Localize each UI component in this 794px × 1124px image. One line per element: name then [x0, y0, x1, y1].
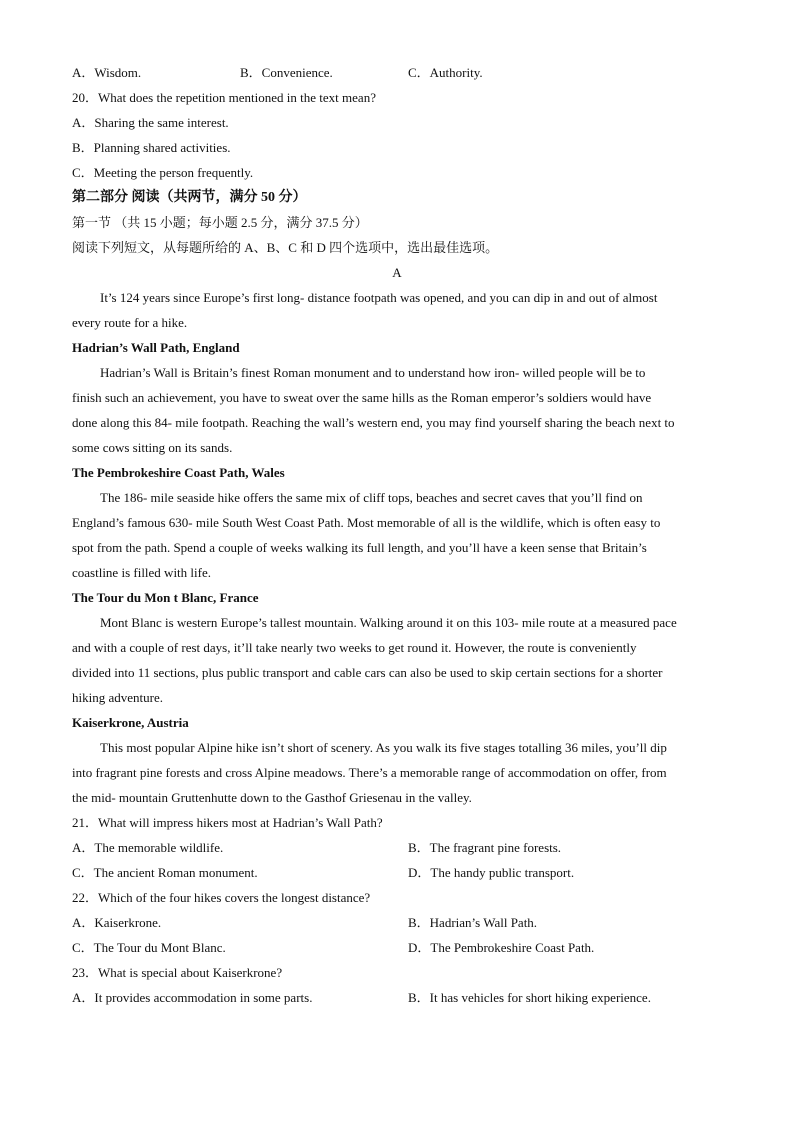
- q20-option-a: A．Sharing the same interest.: [72, 115, 229, 130]
- reading-instructions: 阅读下列短文，从每题所给的 A、B、C 和 D 四个选项中，选出最佳选项。: [72, 240, 499, 255]
- passage-line: This most popular Alpine hike isn’t short of scenery. As you walk its five stages totalling 36 miles, you’ll dip: [100, 740, 667, 755]
- q23-options-row: [72, 985, 722, 1010]
- q20-option-b: B．Planning shared activities.: [72, 140, 231, 155]
- passage-line: spot from the path. Spend a couple of weeks walking its full length, and you’ll have a keen sense that Britain’s: [72, 540, 647, 555]
- passage-line: coastline is filled with life.: [72, 565, 211, 580]
- q22-option-c: C．The Tour du Mont Blanc.: [72, 940, 226, 955]
- section-heading: The Pembrokeshire Coast Path, Wales: [72, 465, 285, 480]
- q21-option-a: A．The memorable wildlife.: [72, 840, 224, 855]
- q21-option-d: D．The handy public transport.: [408, 865, 575, 880]
- section1-title: 第一节 （共 15 小题；每小题 2.5 分，满分 37.5 分）: [72, 215, 368, 230]
- q22-options-row: [72, 935, 722, 960]
- q21-option-c: C．The ancient Roman monument.: [72, 865, 258, 880]
- q21-question: 21．What will impress hikers most at Hadrian’s Wall Path?: [72, 815, 383, 830]
- passage-line: Mont Blanc is western Europe’s tallest mountain. Walking around it on this 103- mile route at a measured pace: [100, 615, 677, 630]
- passage-line: England’s famous 630- mile South West Coast Path. Most memorable of all is the wildlife, which is often easy to: [72, 515, 661, 530]
- q22-option-d: D．The Pembrokeshire Coast Path.: [408, 940, 595, 955]
- q23-option-a: A．It provides accommodation in some parts.: [72, 990, 313, 1005]
- passage-line: the mid- mountain Gruttenhutte down to the Gasthof Griesenau in the valley.: [72, 790, 472, 805]
- q19-option-a: A．Wisdom.: [72, 65, 142, 80]
- passage-line: into fragrant pine forests and cross Alpine meadows. There’s a memorable range of accommodation on offer, from: [72, 765, 667, 780]
- passage-line: divided into 11 sections, plus public transport and cable cars can also be used to skip certain sections for a shorter: [72, 665, 663, 680]
- q20-option-c: C．Meeting the person frequently.: [72, 165, 254, 180]
- q21-option-b: B．The fragrant pine forests.: [408, 840, 562, 855]
- q23-question: 23．What is special about Kaiserkrone?: [72, 965, 283, 980]
- passage-line: some cows sitting on its sands.: [72, 440, 233, 455]
- passage-line: finish such an achievement, you have to sweat over the same hills as the Roman emperor’s soldiers would have: [72, 390, 652, 405]
- passage-line: and with a couple of rest days, it’ll take nearly two weeks to get round it. However, the route is conveniently: [72, 640, 637, 655]
- passage-intro-line: It’s 124 years since Europe’s first long- distance footpath was opened, and you can dip in and out of almost: [100, 290, 658, 305]
- passage-line: Hadrian’s Wall is Britain’s finest Roman monument and to understand how iron- willed people will be to: [100, 365, 646, 380]
- q23-option-b: B．It has vehicles for short hiking experience.: [408, 990, 651, 1005]
- exam-page: [72, 60, 722, 1010]
- q22-option-b: B．Hadrian’s Wall Path.: [408, 915, 538, 930]
- q21-options-row: [72, 835, 722, 860]
- section-heading: The Tour du Mon t Blanc, France: [72, 590, 259, 605]
- q22-option-a: A．Kaiserkrone.: [72, 915, 162, 930]
- passage-line: hiking adventure.: [72, 690, 163, 705]
- q19-option-b: B．Convenience.: [240, 65, 333, 80]
- q22-question: 22．Which of the four hikes covers the longest distance?: [72, 890, 371, 905]
- section-heading: Hadrian’s Wall Path, England: [72, 340, 240, 355]
- passage-line: The 186- mile seaside hike offers the same mix of cliff tops, beaches and secret caves that you’ll find on: [100, 490, 643, 505]
- q19-options: [72, 60, 722, 85]
- q20-question: 20．What does the repetition mentioned in the text mean?: [72, 90, 376, 105]
- passage-line: done along this 84- mile footpath. Reaching the wall’s western end, you may find yourself sharing the beach next to: [72, 415, 675, 430]
- passage-label: A: [392, 265, 402, 280]
- q19-option-c: C．Authority.: [408, 65, 483, 80]
- part2-title: 第二部分 阅读（共两节，满分 50 分）: [72, 190, 307, 205]
- q22-options-row: [72, 910, 722, 935]
- q21-options-row: [72, 860, 722, 885]
- passage-intro-line: every route for a hike.: [72, 315, 188, 330]
- section-heading: Kaiserkrone, Austria: [72, 715, 189, 730]
